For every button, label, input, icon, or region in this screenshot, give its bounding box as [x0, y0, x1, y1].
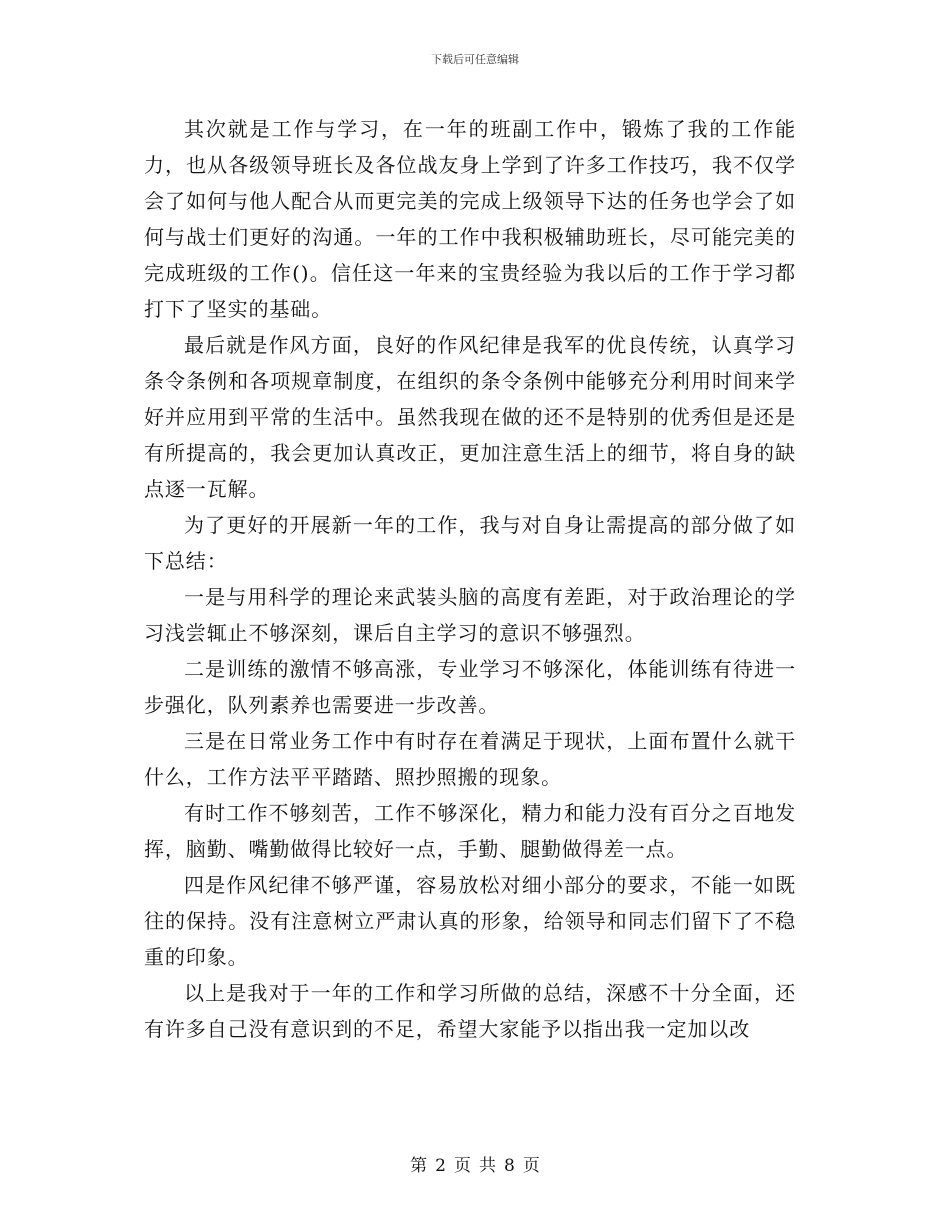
document-body: [144, 111, 796, 1047]
page-prefix: 第: [410, 1156, 428, 1176]
body-paragraph: 三是在日常业务工作中有时存在着满足于现状，上面布置什么就干什么，工作方法平平踏踏、照抄照搬的现象。: [144, 729, 796, 789]
body-paragraph: 四是作风纪律不够严谨，容易放松对细小部分的要求，不能一如既往的保持。没有注意树立严肃认真的形象，给领导和同志们留下了不稳重的印象。: [144, 873, 796, 969]
page-header: 下载后可任意编辑: [431, 53, 519, 66]
page-unit: 页: [454, 1156, 471, 1176]
body-paragraph: 为了更好的开展新一年的工作，我与对自身让需提高的部分做了如下总结：: [144, 513, 796, 573]
body-paragraph: 以上是我对于一年的工作和学习所做的总结，深感不十分全面，还有许多自己没有意识到的不足，希望大家能予以指出我一定加以改: [144, 981, 796, 1041]
body-paragraph: 二是训练的激情不够高涨，专业学习不够深化，体能训练有待进一步强化，队列素养也需要进一步改善。: [144, 657, 796, 717]
page-footer: [0, 1155, 950, 1177]
total-prefix: 共: [479, 1156, 496, 1176]
body-paragraph: 一是与用科学的理论来武装头脑的高度有差距，对于政治理论的学习浅尝辄止不够深刻，课后自主学习的意识不够强烈。: [144, 585, 796, 645]
page-number-total: 8: [504, 1156, 515, 1176]
total-unit: 页: [522, 1156, 540, 1176]
body-paragraph: 其次就是工作与学习，在一年的班副工作中，锻炼了我的工作能力，也从各级领导班长及各位战友身上学到了许多工作技巧，我不仅学会了如何与他人配合从而更完美的完成上级领导下达的任务也学会了如何与战士们更好的沟通。一年的工作中我积极辅助班长，尽可能完美的完成班级的工作()。信任这一年来的宝贵经验为我以后的工作于学习都打下了坚实的基础。: [144, 117, 796, 321]
body-paragraph: 最后就是作风方面，良好的作风纪律是我军的优良传统，认真学习条令条例和各项规章制度，在组织的条令条例中能够充分利用时间来学好并应用到平常的生活中。虽然我现在做的还不是特别的优秀但是还是有所提高的，我会更加认真改正，更加注意生活上的细节，将自身的缺点逐一瓦解。: [144, 333, 796, 501]
body-paragraph: 有时工作不够刻苦，工作不够深化，精力和能力没有百分之百地发挥，脑勤、嘴勤做得比较好一点，手勤、腿勤做得差一点。: [144, 801, 796, 861]
page-number-current: 2: [435, 1156, 446, 1176]
